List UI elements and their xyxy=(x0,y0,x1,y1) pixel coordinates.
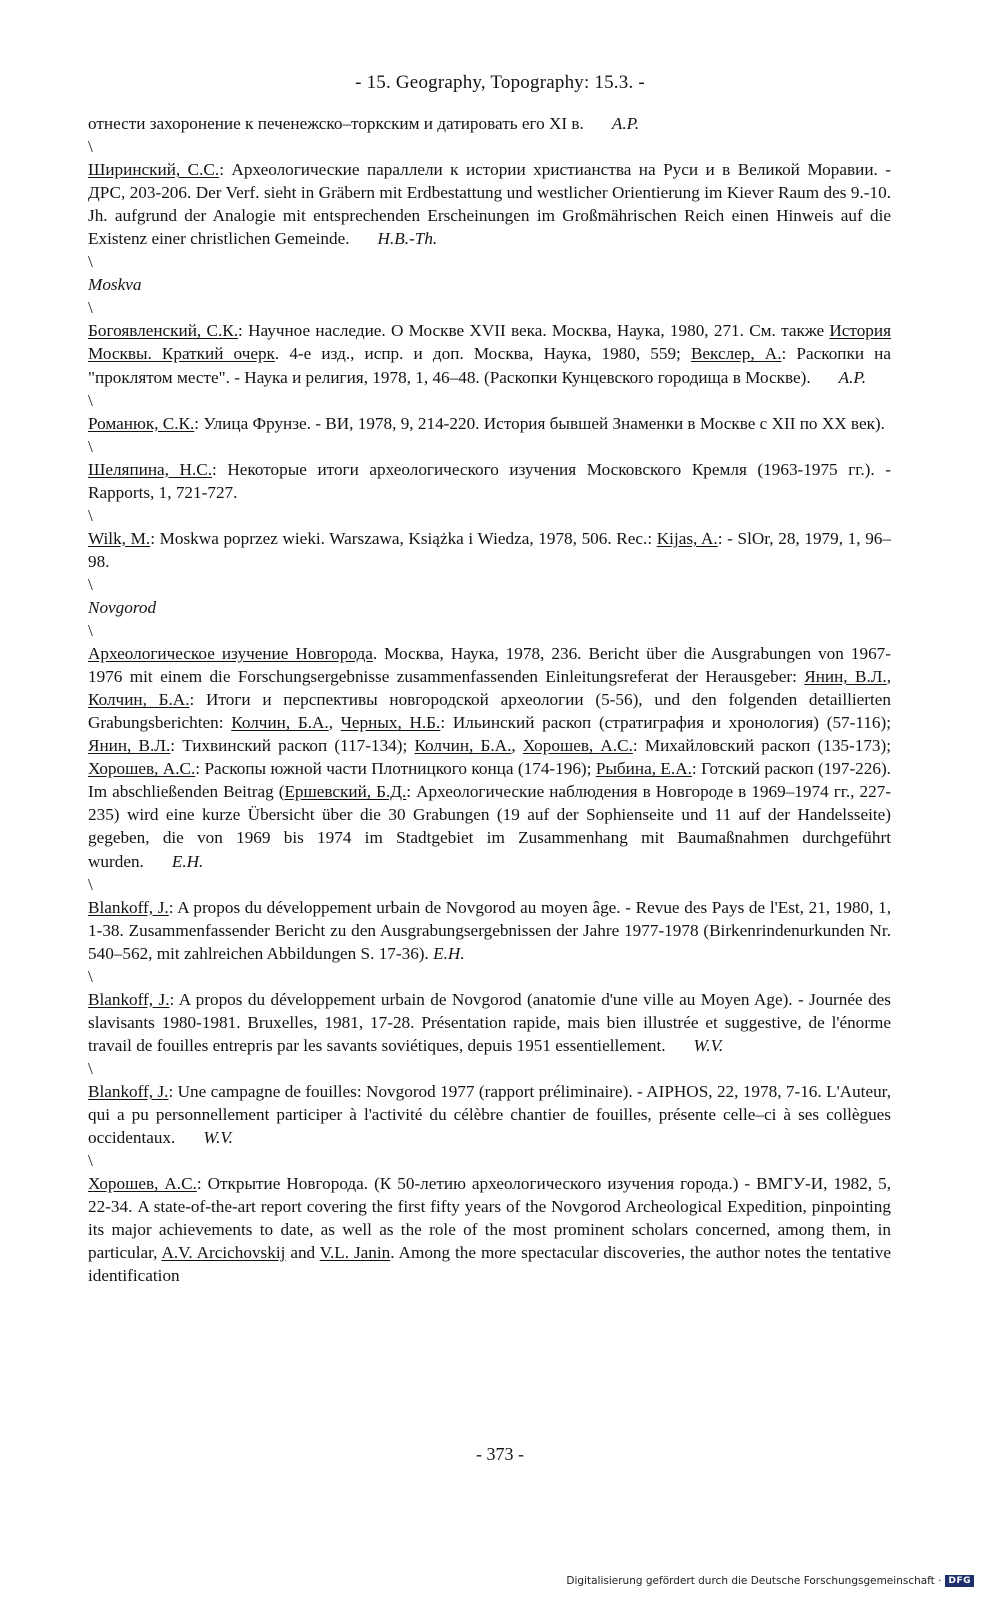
entry-separator: \ xyxy=(88,137,93,157)
bibliography-entry xyxy=(88,158,891,250)
entry-separator: \ xyxy=(88,252,93,272)
footer-text: Digitalisierung gefördert durch die Deutsche Forschungsgemeinschaft · xyxy=(566,1575,942,1587)
bibliography-entry xyxy=(88,1172,891,1287)
entry-separator: \ xyxy=(88,1058,93,1078)
entry-separator: \ xyxy=(88,621,93,641)
entry-text: отнести захоронение к печенежско–торкским и датировать его XI в. xyxy=(88,114,584,133)
bibliography-entry xyxy=(88,988,891,1057)
entry-text: : Moskwa poprzez wieki. Warszawa, Książka i Wiedza, 1978, 506. Rec.: xyxy=(150,528,657,548)
entry-text: : Михайловский раскоп (135-173); xyxy=(632,736,892,756)
author-or-title-underlined: Blankoff, J. xyxy=(88,897,169,917)
reviewer-initials: H.B.-Th. xyxy=(377,229,438,249)
entry-text: , xyxy=(886,667,892,687)
entry-text: : Археологические наблюдения в Новгороде в 1969–1974 гг., 227-235) wird eine kurze Übersicht über die 30 Grabungen (19 auf der Sophienseite und 11 auf der Handelsseite) gegeben, die von 1969 bis 1974 im Stadtgebiet im Zusammenhang mit Baumaßnahmen durchgeführt wurden. xyxy=(88,782,891,871)
author-or-title-underlined: Хорошев, А.С. xyxy=(88,1174,197,1194)
author-or-title-underlined: История Москвы. Краткий очерк xyxy=(88,321,892,364)
reviewer-initials: E.H. xyxy=(171,851,204,871)
entry-text: : A propos du développement urbain de Novgorod (anatomie d'une ville au Moyen Age). - Journée des slavisants 1980-1981. Bruxelles, 1981, 17-28. Présentation rapide, mais bien illustrée et suggestive, de l'énorme travail de fouilles entrepris par les savants soviétiques, depuis 1951 essentiellement. xyxy=(88,989,891,1055)
reviewer-initials: W.V. xyxy=(693,1035,724,1055)
entry-separator: \ xyxy=(88,505,93,525)
author-or-title-underlined: Blankoff, J. xyxy=(88,989,170,1009)
author-or-title-underlined: Wilk, M. xyxy=(88,528,151,548)
digitization-footer xyxy=(566,1575,974,1587)
entry-separator: \ xyxy=(88,966,93,986)
entry-separator: \ xyxy=(88,1151,93,1171)
entry-text: : Готский раскоп (197-226). Im abschließenden Beitrag ( xyxy=(88,759,891,802)
author-or-title-underlined: Хорошев, А.С. xyxy=(522,736,633,756)
entry-text: : Научное наследие. О Москве XVII века. Москва, Наука, 1980, 271. См. также xyxy=(238,321,830,341)
author-or-title-underlined: Колчин, Б.А. xyxy=(414,736,512,756)
author-or-title-underlined: Черных, Н.Б. xyxy=(340,713,441,733)
author-or-title-underlined: Богоявленский, С.К. xyxy=(88,321,239,341)
entry-separator: \ xyxy=(88,390,93,410)
entry-separator: \ xyxy=(88,436,93,456)
bibliography-entry xyxy=(88,527,891,573)
entry-text: , xyxy=(511,736,523,756)
entry-text: : Некоторые итоги археологического изучения Московского Кремля (1963-1975 гг.). - Rapports, 1, 721-727. xyxy=(88,459,891,502)
entry-text: : Раскопки на "проклятом месте". - Наука и религия, 1978, 1, 46–48. (Раскопки Кунцевского городища в Москве). xyxy=(88,344,891,387)
entry-text: : Раскопы южной части Плотницкого конца (174-196); xyxy=(195,759,596,779)
entry-text: : Une campagne de fouilles: Novgorod 1977 (rapport préliminaire). - AIPHOS, 22, 1978, 7-16. L'Auteur, qui a pu personnellement participer à l'activité du célèbre chantier de fouilles, présente celle–ci à ses collègues occidentaux. xyxy=(88,1081,891,1148)
bibliography-body xyxy=(88,112,891,1287)
entry-text: : Открытие Новгорода. (К 50-летию археологического изучения города.) - ВМГУ-И, 1982, 5, 22-34. A state-of-the-art report covering the first fifty years of the Novgorod Archeological Expedition, pinpointing its major achievements to date, as well as the role of the most prominent scholars concerned, among them, in particular, xyxy=(88,1174,891,1263)
section-heading: Novgorod xyxy=(88,597,157,617)
entry-separator: \ xyxy=(88,574,93,594)
bibliography-entry xyxy=(88,1080,891,1149)
reviewer-initials: A.P. xyxy=(838,367,867,387)
bibliography-entry xyxy=(88,412,891,435)
bibliography-entry xyxy=(88,319,891,388)
entry-separator: \ xyxy=(88,874,93,894)
author-or-title-underlined: Шеляпина, Н.С. xyxy=(88,459,213,479)
author-or-title-underlined: Археологическое изучение Новгорода xyxy=(88,644,373,664)
author-or-title-underlined: Янин, В.Л. xyxy=(88,736,171,756)
entry-text: : Итоги и перспективы новгородской археологии (5-56), und den folgenden detaillierten Grabungsberichten: xyxy=(88,690,891,733)
author-or-title-underlined: Векслер, А. xyxy=(690,344,782,364)
entry-text: : Тихвинский раскоп (117-134); xyxy=(170,736,415,756)
section-heading: Moskva xyxy=(88,275,142,295)
reviewer-initials: A.P. xyxy=(611,114,640,133)
author-or-title-underlined: Колчин, Б.А. xyxy=(231,713,329,733)
author-or-title-underlined: Ершевский, Б.Д. xyxy=(284,782,407,802)
running-header: - 15. Geography, Topography: 15.3. - xyxy=(355,72,645,93)
entry-text: : Ильинский раскоп (стратиграфия и хронология) (57-116); xyxy=(440,713,892,733)
entry-text: : - SlOr, 28, 1979, 1, 96–98. xyxy=(88,528,891,571)
reviewer-initials: W.V. xyxy=(203,1128,233,1148)
entry-text: : Археологические параллели к истории христианства на Руси и в Великой Моравии. - ДРС, 203-206. Der Verf. sieht in Gräbern mit Erdbestattung und westlicher Orientierung im Kiever Raum des 9.-10. Jh. aufgrund der Analogie mit entsprechenden Erscheinungen im Großmährischen Reich einen Hinweis auf die Existenz einer christlichen Gemeinde. xyxy=(88,160,891,249)
entry-text: . Москва, Наука, 1978, 236. Bericht über die Ausgrabungen von 1967-1976 mit einem die Forschungsergebnisse zusammenfassenden Einleitungsreferat der Herausgeber: xyxy=(88,644,891,687)
author-or-title-underlined: Романюк, С.К. xyxy=(88,413,195,433)
entry-text: : Улица Фрунзе. - ВИ, 1978, 9, 214-220. История бывшей Знаменки в Москве с XII по XX век). xyxy=(194,413,885,433)
author-or-title-underlined: Хорошев, А.С. xyxy=(88,759,196,779)
entry-text: . 4-е изд., испр. и доп. Москва, Наука, 1980, 559; xyxy=(274,344,691,364)
entry-text: , xyxy=(328,713,341,733)
page-number: - 373 - xyxy=(476,1444,524,1464)
reviewer-initials: E.H. xyxy=(428,943,465,963)
author-or-title-underlined: A.V. Arcichovskij xyxy=(161,1243,286,1263)
bibliography-entry xyxy=(88,896,891,965)
author-or-title-underlined: Рыбина, Е.А. xyxy=(595,759,692,779)
author-or-title-underlined: Ширинский, С.С. xyxy=(88,160,220,180)
entry-text: . Among the more spectacular discoveries, the author notes the tentative identification xyxy=(88,1243,891,1286)
entry-text: and xyxy=(285,1243,320,1263)
dfg-logo: DFG xyxy=(945,1575,974,1587)
bibliography-entry xyxy=(88,458,891,504)
author-or-title-underlined: Колчин, Б.А. xyxy=(88,690,190,710)
author-or-title-underlined: Kijas, A. xyxy=(656,528,718,548)
entry-text: : A propos du développement urbain de Novgorod au moyen âge. - Revue des Pays de l'Est, 21, 1980, 1, 1-38. Zusammenfassender Bericht zu den Ausgrabungsergebnissen der Jahre 1977-1978 (Birkenrindenurkunden Nr. 540–562, mit zahlreichen Abbildungen S. 17-36). xyxy=(88,897,891,963)
author-or-title-underlined: V.L. Janin xyxy=(319,1243,391,1263)
author-or-title-underlined: Янин, В.Л. xyxy=(804,667,887,687)
author-or-title-underlined: Blankoff, J. xyxy=(88,1081,169,1101)
entry-separator: \ xyxy=(88,298,93,318)
bibliography-entry xyxy=(88,112,891,135)
bibliography-entry xyxy=(88,642,891,872)
